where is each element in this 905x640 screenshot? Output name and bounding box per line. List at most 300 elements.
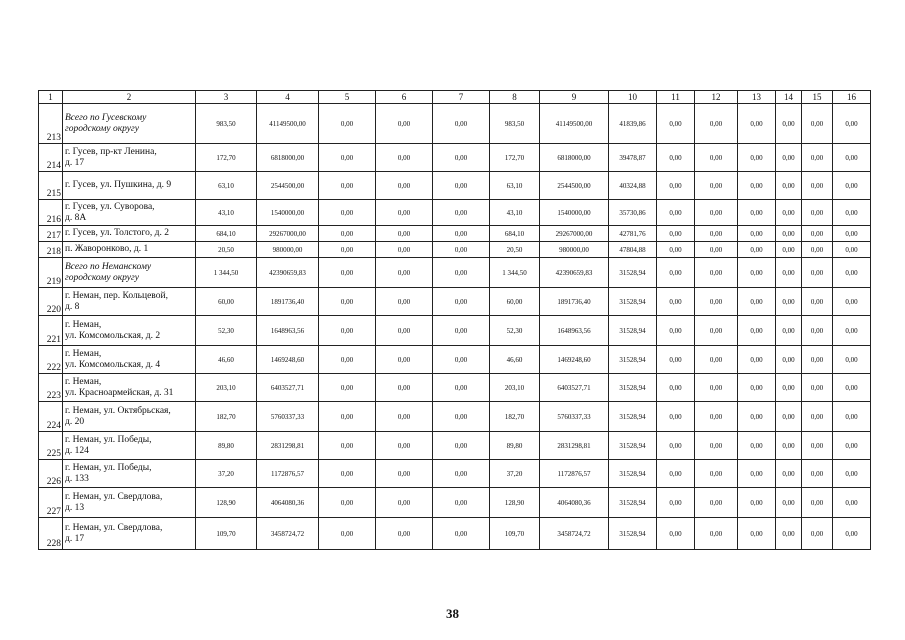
value-cell: 983,50 [490, 104, 540, 144]
value-cell: 37,20 [196, 460, 257, 488]
value-cell: 0,00 [376, 374, 433, 402]
value-cell: 0,00 [376, 242, 433, 258]
value-cell: 0,00 [738, 226, 776, 242]
address-line: г. Неман, [65, 348, 102, 359]
value-cell: 46,60 [196, 346, 257, 374]
value-cell: 0,00 [433, 488, 490, 518]
value-cell: 41149500,00 [257, 104, 319, 144]
value-cell: 31528,94 [609, 518, 657, 550]
address-cell [63, 104, 196, 144]
value-cell: 0,00 [433, 316, 490, 346]
value-cell: 0,00 [833, 346, 871, 374]
address-cell [63, 288, 196, 316]
value-cell: 31528,94 [609, 432, 657, 460]
value-cell: 29267000,00 [540, 226, 609, 242]
value-cell: 1469248,60 [257, 346, 319, 374]
row-number: 224 [39, 402, 63, 432]
value-cell: 983,50 [196, 104, 257, 144]
value-cell: 20,50 [490, 242, 540, 258]
value-cell: 1648963,56 [540, 316, 609, 346]
address-line: д. 8А [65, 212, 87, 223]
value-cell: 172,70 [490, 144, 540, 172]
value-cell: 4064080,36 [257, 488, 319, 518]
value-cell: 0,00 [802, 488, 833, 518]
header-row [39, 91, 871, 104]
value-cell: 31528,94 [609, 374, 657, 402]
address-line: городскому округу [65, 272, 139, 283]
value-cell: 0,00 [657, 288, 695, 316]
row-number: 216 [39, 200, 63, 226]
table-body [39, 91, 871, 550]
value-cell: 0,00 [695, 460, 738, 488]
value-cell: 0,00 [738, 242, 776, 258]
address-cell [63, 346, 196, 374]
value-cell: 1540000,00 [257, 200, 319, 226]
value-cell: 0,00 [776, 316, 802, 346]
address-line: д. 17 [65, 157, 85, 168]
value-cell: 0,00 [802, 460, 833, 488]
value-cell: 0,00 [833, 518, 871, 550]
table-row [39, 172, 871, 200]
table-row [39, 432, 871, 460]
address-line: ул. Комсомольская, д. 2 [65, 330, 161, 341]
value-cell: 0,00 [433, 288, 490, 316]
address-line: г. Неман, [65, 376, 102, 387]
value-cell: 0,00 [433, 258, 490, 288]
value-cell: 0,00 [657, 374, 695, 402]
address-line: г. Неман, ул. Октябрьская, [65, 405, 171, 416]
value-cell: 0,00 [695, 144, 738, 172]
value-cell: 0,00 [433, 518, 490, 550]
value-cell: 0,00 [695, 172, 738, 200]
value-cell: 60,00 [490, 288, 540, 316]
value-cell: 6818000,00 [540, 144, 609, 172]
value-cell: 0,00 [833, 200, 871, 226]
value-cell: 0,00 [695, 346, 738, 374]
value-cell: 0,00 [657, 104, 695, 144]
value-cell: 0,00 [319, 258, 376, 288]
row-number: 222 [39, 346, 63, 374]
value-cell: 2831298,81 [257, 432, 319, 460]
table-row [39, 518, 871, 550]
column-header: 3 [196, 91, 257, 104]
address-line: ул. Комсомольская, д. 4 [65, 359, 161, 370]
column-header: 8 [490, 91, 540, 104]
value-cell: 0,00 [802, 104, 833, 144]
row-number: 226 [39, 460, 63, 488]
value-cell: 0,00 [319, 172, 376, 200]
address-line: г. Неман, ул. Свердлова, [65, 522, 163, 533]
value-cell: 0,00 [433, 460, 490, 488]
value-cell: 60,00 [196, 288, 257, 316]
value-cell: 0,00 [657, 346, 695, 374]
column-header: 1 [39, 91, 63, 104]
value-cell: 0,00 [695, 316, 738, 346]
address-line: г. Гусев, ул. Пушкина, д. 9 [65, 180, 172, 190]
value-cell: 0,00 [695, 200, 738, 226]
value-cell: 63,10 [490, 172, 540, 200]
address-line: д. 13 [65, 502, 85, 513]
value-cell: 0,00 [695, 258, 738, 288]
column-header: 5 [319, 91, 376, 104]
column-header: 6 [376, 91, 433, 104]
address-line: г. Гусев, ул. Суворова, [65, 201, 155, 212]
value-cell: 5760337,33 [540, 402, 609, 432]
value-cell: 31528,94 [609, 316, 657, 346]
row-number: 227 [39, 488, 63, 518]
table-row [39, 258, 871, 288]
address-line: г. Неман, ул. Победы, [65, 434, 152, 445]
value-cell: 2544500,00 [257, 172, 319, 200]
address-line: г. Неман, пер. Кольцевой, [65, 290, 168, 301]
value-cell: 0,00 [802, 172, 833, 200]
value-cell: 0,00 [802, 402, 833, 432]
value-cell: 128,90 [196, 488, 257, 518]
address-line: городскому округу [65, 123, 139, 134]
value-cell: 0,00 [833, 172, 871, 200]
value-cell: 0,00 [802, 374, 833, 402]
address-line: п. Жаворонково, д. 1 [65, 244, 149, 254]
value-cell: 0,00 [657, 460, 695, 488]
value-cell: 172,70 [196, 144, 257, 172]
value-cell: 3458724,72 [257, 518, 319, 550]
value-cell: 0,00 [657, 226, 695, 242]
value-cell: 1 344,50 [490, 258, 540, 288]
value-cell: 0,00 [319, 402, 376, 432]
value-cell: 6403527,71 [540, 374, 609, 402]
row-number: 213 [39, 104, 63, 144]
value-cell: 0,00 [833, 374, 871, 402]
value-cell: 0,00 [833, 488, 871, 518]
value-cell: 0,00 [776, 488, 802, 518]
value-cell: 0,00 [657, 488, 695, 518]
value-cell: 0,00 [657, 242, 695, 258]
value-cell: 0,00 [376, 488, 433, 518]
column-header: 7 [433, 91, 490, 104]
value-cell: 203,10 [196, 374, 257, 402]
value-cell: 0,00 [738, 144, 776, 172]
value-cell: 0,00 [319, 374, 376, 402]
value-cell: 0,00 [657, 402, 695, 432]
value-cell: 0,00 [776, 104, 802, 144]
value-cell: 0,00 [833, 226, 871, 242]
value-cell: 37,20 [490, 460, 540, 488]
value-cell: 0,00 [376, 346, 433, 374]
value-cell: 0,00 [376, 104, 433, 144]
value-cell: 0,00 [433, 374, 490, 402]
value-cell: 0,00 [376, 200, 433, 226]
value-cell: 0,00 [776, 460, 802, 488]
value-cell: 0,00 [695, 104, 738, 144]
value-cell: 0,00 [738, 518, 776, 550]
value-cell: 0,00 [319, 518, 376, 550]
value-cell: 0,00 [738, 200, 776, 226]
value-cell: 0,00 [833, 288, 871, 316]
value-cell: 0,00 [802, 258, 833, 288]
value-cell: 31528,94 [609, 288, 657, 316]
value-cell: 0,00 [776, 242, 802, 258]
value-cell: 0,00 [657, 144, 695, 172]
value-cell: 6403527,71 [257, 374, 319, 402]
value-cell: 41149500,00 [540, 104, 609, 144]
value-cell: 1469248,60 [540, 346, 609, 374]
address-line: Всего по Неманскому [65, 261, 152, 272]
value-cell: 31528,94 [609, 488, 657, 518]
value-cell: 31528,94 [609, 346, 657, 374]
column-header: 12 [695, 91, 738, 104]
row-number: 219 [39, 258, 63, 288]
value-cell: 980000,00 [257, 242, 319, 258]
value-cell: 0,00 [695, 226, 738, 242]
value-cell: 63,10 [196, 172, 257, 200]
value-cell: 0,00 [833, 460, 871, 488]
value-cell: 0,00 [738, 460, 776, 488]
value-cell: 0,00 [376, 402, 433, 432]
value-cell: 41839,86 [609, 104, 657, 144]
value-cell: 0,00 [657, 316, 695, 346]
value-cell: 0,00 [738, 374, 776, 402]
value-cell: 203,10 [490, 374, 540, 402]
address-cell [63, 242, 196, 258]
address-line: г. Гусев, пр-кт Ленина, [65, 146, 157, 157]
value-cell: 20,50 [196, 242, 257, 258]
value-cell: 0,00 [833, 316, 871, 346]
address-cell [63, 172, 196, 200]
value-cell: 2831298,81 [540, 432, 609, 460]
value-cell: 0,00 [776, 288, 802, 316]
value-cell: 0,00 [376, 258, 433, 288]
value-cell: 0,00 [776, 226, 802, 242]
value-cell: 0,00 [776, 258, 802, 288]
value-cell: 0,00 [657, 258, 695, 288]
value-cell: 31528,94 [609, 258, 657, 288]
value-cell: 0,00 [776, 172, 802, 200]
address-line: ул. Красноармейская, д. 31 [65, 387, 174, 398]
value-cell: 29267000,00 [257, 226, 319, 242]
value-cell: 0,00 [802, 316, 833, 346]
value-cell: 0,00 [833, 432, 871, 460]
value-cell: 5760337,33 [257, 402, 319, 432]
value-cell: 0,00 [319, 200, 376, 226]
address-cell [63, 402, 196, 432]
address-line: г. Гусев, ул. Толстого, д. 2 [65, 228, 170, 238]
address-cell [63, 374, 196, 402]
value-cell: 0,00 [376, 172, 433, 200]
value-cell: 0,00 [657, 432, 695, 460]
value-cell: 0,00 [319, 432, 376, 460]
value-cell: 0,00 [833, 144, 871, 172]
value-cell: 1648963,56 [257, 316, 319, 346]
row-number: 215 [39, 172, 63, 200]
value-cell: 109,70 [490, 518, 540, 550]
value-cell: 0,00 [319, 144, 376, 172]
value-cell: 684,10 [490, 226, 540, 242]
value-cell: 0,00 [376, 460, 433, 488]
column-header: 2 [63, 91, 196, 104]
address-line: г. Неман, ул. Свердлова, [65, 491, 163, 502]
row-number: 218 [39, 242, 63, 258]
address-line: д. 133 [65, 473, 89, 484]
value-cell: 0,00 [657, 200, 695, 226]
value-cell: 0,00 [802, 518, 833, 550]
value-cell: 0,00 [776, 346, 802, 374]
value-cell: 0,00 [433, 346, 490, 374]
value-cell: 0,00 [695, 242, 738, 258]
value-cell: 0,00 [657, 518, 695, 550]
address-cell [63, 200, 196, 226]
value-cell: 0,00 [833, 104, 871, 144]
value-cell: 109,70 [196, 518, 257, 550]
row-number: 228 [39, 518, 63, 550]
table-row [39, 402, 871, 432]
value-cell: 0,00 [376, 144, 433, 172]
column-header: 16 [833, 91, 871, 104]
value-cell: 0,00 [376, 316, 433, 346]
table-row [39, 104, 871, 144]
value-cell: 0,00 [802, 242, 833, 258]
column-header: 15 [802, 91, 833, 104]
column-header: 13 [738, 91, 776, 104]
value-cell: 0,00 [376, 226, 433, 242]
value-cell: 2544500,00 [540, 172, 609, 200]
value-cell: 128,90 [490, 488, 540, 518]
value-cell: 0,00 [776, 374, 802, 402]
data-table [38, 90, 871, 550]
address-cell [63, 460, 196, 488]
value-cell: 0,00 [319, 242, 376, 258]
value-cell: 0,00 [802, 288, 833, 316]
row-number: 225 [39, 432, 63, 460]
address-line: д. 124 [65, 445, 89, 456]
value-cell: 0,00 [433, 200, 490, 226]
value-cell: 0,00 [319, 460, 376, 488]
value-cell: 42390659,83 [257, 258, 319, 288]
value-cell: 0,00 [433, 402, 490, 432]
table-row [39, 346, 871, 374]
page-number: 38 [446, 606, 459, 621]
address-cell [63, 144, 196, 172]
value-cell: 0,00 [376, 432, 433, 460]
value-cell: 1891736,40 [540, 288, 609, 316]
value-cell: 0,00 [738, 172, 776, 200]
address-cell [63, 432, 196, 460]
value-cell: 39478,87 [609, 144, 657, 172]
address-line: Всего по Гусевскому [65, 112, 147, 123]
table-row [39, 288, 871, 316]
value-cell: 0,00 [776, 144, 802, 172]
row-number: 221 [39, 316, 63, 346]
value-cell: 3458724,72 [540, 518, 609, 550]
value-cell: 0,00 [433, 432, 490, 460]
value-cell: 52,30 [490, 316, 540, 346]
value-cell: 0,00 [319, 226, 376, 242]
value-cell: 46,60 [490, 346, 540, 374]
table-row [39, 374, 871, 402]
value-cell: 0,00 [319, 316, 376, 346]
value-cell: 43,10 [196, 200, 257, 226]
value-cell: 0,00 [738, 346, 776, 374]
value-cell: 0,00 [802, 226, 833, 242]
value-cell: 0,00 [802, 346, 833, 374]
value-cell: 0,00 [319, 104, 376, 144]
row-number: 220 [39, 288, 63, 316]
table-row [39, 316, 871, 346]
value-cell: 0,00 [695, 518, 738, 550]
address-cell [63, 226, 196, 242]
value-cell: 0,00 [738, 104, 776, 144]
value-cell: 0,00 [776, 402, 802, 432]
value-cell: 89,80 [490, 432, 540, 460]
value-cell: 47804,88 [609, 242, 657, 258]
column-header: 4 [257, 91, 319, 104]
value-cell: 35730,86 [609, 200, 657, 226]
table-row [39, 488, 871, 518]
value-cell: 1891736,40 [257, 288, 319, 316]
table-row [39, 144, 871, 172]
value-cell: 42781,76 [609, 226, 657, 242]
value-cell: 0,00 [433, 104, 490, 144]
value-cell: 0,00 [319, 288, 376, 316]
value-cell: 31528,94 [609, 460, 657, 488]
value-cell: 0,00 [802, 200, 833, 226]
address-line: д. 8 [65, 301, 80, 312]
value-cell: 43,10 [490, 200, 540, 226]
address-cell [63, 316, 196, 346]
value-cell: 0,00 [695, 288, 738, 316]
value-cell: 0,00 [433, 172, 490, 200]
column-header: 14 [776, 91, 802, 104]
row-number: 223 [39, 374, 63, 402]
value-cell: 6818000,00 [257, 144, 319, 172]
column-header: 11 [657, 91, 695, 104]
address-line: г. Неман, ул. Победы, [65, 462, 152, 473]
column-header: 10 [609, 91, 657, 104]
value-cell: 40324,88 [609, 172, 657, 200]
column-header: 9 [540, 91, 609, 104]
address-line: г. Неман, [65, 319, 102, 330]
table-row [39, 200, 871, 226]
value-cell: 0,00 [738, 402, 776, 432]
value-cell: 0,00 [833, 258, 871, 288]
value-cell: 42390659,83 [540, 258, 609, 288]
value-cell: 0,00 [376, 288, 433, 316]
row-number: 217 [39, 226, 63, 242]
value-cell: 0,00 [738, 258, 776, 288]
value-cell: 182,70 [196, 402, 257, 432]
value-cell: 1540000,00 [540, 200, 609, 226]
value-cell: 0,00 [433, 242, 490, 258]
table-row [39, 226, 871, 242]
value-cell: 0,00 [802, 432, 833, 460]
table-row [39, 460, 871, 488]
value-cell: 0,00 [319, 488, 376, 518]
value-cell: 182,70 [490, 402, 540, 432]
address-cell [63, 518, 196, 550]
value-cell: 0,00 [695, 402, 738, 432]
value-cell: 1172876,57 [257, 460, 319, 488]
value-cell: 0,00 [802, 144, 833, 172]
value-cell: 0,00 [776, 518, 802, 550]
value-cell: 684,10 [196, 226, 257, 242]
address-line: д. 20 [65, 416, 85, 427]
address-line: д. 17 [65, 533, 85, 544]
value-cell: 0,00 [433, 144, 490, 172]
value-cell: 980000,00 [540, 242, 609, 258]
value-cell: 0,00 [657, 172, 695, 200]
value-cell: 0,00 [738, 432, 776, 460]
value-cell: 0,00 [695, 432, 738, 460]
value-cell: 89,80 [196, 432, 257, 460]
